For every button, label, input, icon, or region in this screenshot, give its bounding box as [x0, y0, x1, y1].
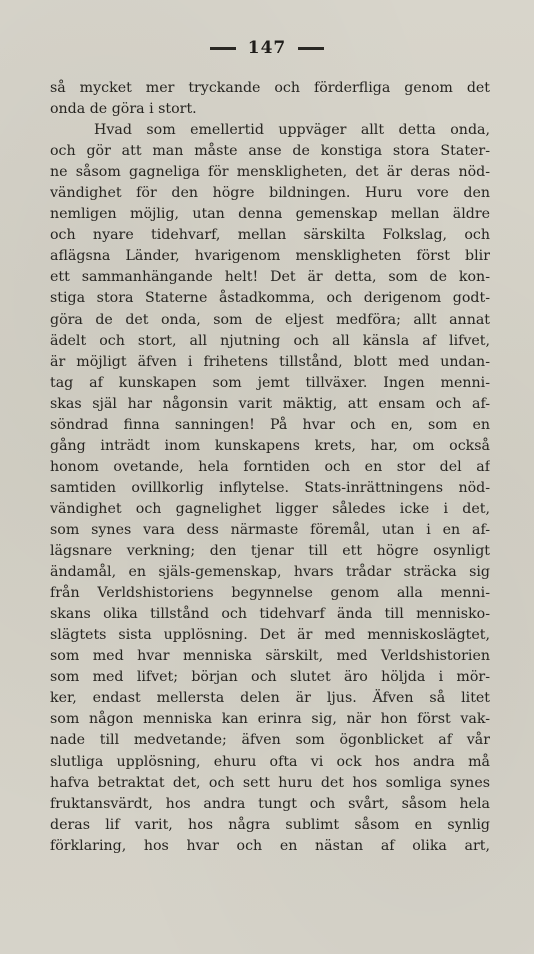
text-line: ne såsom gagneliga för menskligheten, det är deras nöd- [50, 164, 490, 181]
header-dash-right [298, 47, 324, 50]
text-line: skas själ har någonsin varit mäktig, att ensam och af- [50, 395, 490, 412]
text-line: hafva betraktat det, och sett huru det hos somliga synes [50, 774, 490, 791]
text-line: och nyare tidehvarf, mellan särskilta Folkslag, och [50, 227, 490, 244]
text-line: förklaring, hos hvar och en nästan af olika art, [50, 837, 490, 854]
text-line: så mycket mer tryckande och förderfliga genom det [50, 80, 490, 96]
text-line: Hvad som emellertid uppväger allt detta onda, [94, 122, 490, 139]
text-line: ändamål, en själs-gemenskap, hvars trådar sträcka sig [50, 564, 490, 581]
text-line: aflägsna Länder, hvarigenom menskligheten först blir [50, 248, 490, 265]
text-line: som synes vara dess närmaste föremål, utan i en af- [50, 521, 490, 538]
text-line: göra de det onda, som de eljest medföra; allt annat [50, 311, 490, 328]
text-line: nade till medvetande; äfven som ögonblicket af vår [50, 732, 490, 749]
text-line: som någon menniska kan erinra sig, när hon först vak- [50, 711, 490, 728]
text-line: tag af kunskapen som jemt tillväxer. Ingen menni- [50, 374, 490, 391]
text-line: fruktansvärdt, hos andra tungt och svårt, såsom hela [50, 795, 490, 812]
text-line: gång inträdt inom kunskapens krets, har, om också [50, 437, 490, 454]
page-number: 147 [247, 38, 287, 58]
text-line: stiga stora Staterne åstadkomma, och derigenom godt- [50, 290, 490, 307]
text-line: onda de göra i stort. [50, 101, 197, 118]
text-line: söndrad finna sanningen! På hvar och en, som en [50, 416, 490, 433]
text-line: skans olika tillstånd och tidehvarf ända till mennisko- [50, 606, 490, 623]
text-line: ädelt och stort, all njutning och all känsla af lifvet, [50, 332, 490, 349]
text-line: vändighet och gagnelighet ligger således icke i det, [50, 500, 490, 517]
body-text [50, 78, 490, 857]
text-line: nemligen möjlig, utan denna gemenskap mellan äldre [50, 206, 490, 223]
text-line: vändighet för den högre bildningen. Huru vore den [50, 185, 490, 202]
text-line: slägtets sista upplösning. Det är med menniskoslägtet, [50, 627, 490, 644]
text-line: ker, endast mellersta delen är ljus. Äfven så litet [50, 690, 490, 707]
text-line: deras lif varit, hos några sublimt såsom en synlig [50, 816, 490, 833]
header-dash-left [210, 47, 236, 50]
page-header [0, 38, 534, 58]
text-line: samtiden ovillkorlig inflytelse. Stats-inrättningens nöd- [50, 479, 490, 496]
text-line: honom ovetande, hela forntiden och en stor del af [50, 458, 490, 475]
text-line: och gör att man måste anse de konstiga stora Stater- [50, 143, 490, 160]
text-line: är möjligt äfven i frihetens tillstånd, blott med undan- [50, 353, 490, 370]
text-line: som med hvar menniska särskilt, med Verldshistorien [50, 648, 490, 665]
text-line: från Verldshistoriens begynnelse genom alla menni- [50, 585, 490, 602]
text-line: som med lifvet; början och slutet äro höljda i mör- [50, 669, 490, 686]
text-line: lägsnare verkning; den tjenar till ett högre osynligt [50, 543, 490, 560]
text-line: ett sammanhängande helt! Det är detta, som de kon- [50, 269, 490, 286]
text-line: slutliga upplösning, ehuru ofta vi ock hos andra må [50, 753, 490, 770]
